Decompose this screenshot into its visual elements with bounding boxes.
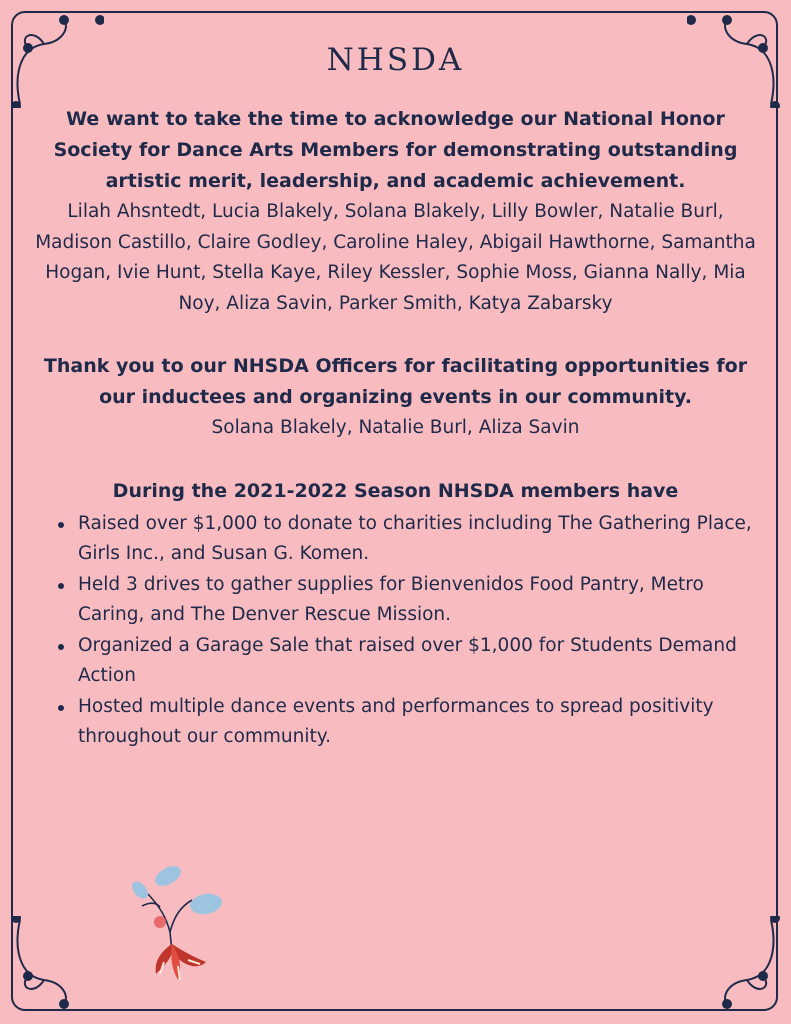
members-list: Lilah Ahsntedt, Lucia Blakely, Solana Blakely, Lilly Bowler, Natalie Burl, Madison Castillo, Claire Godley, Caroline Haley, Abigail Hawthorne, Samantha Hogan, Ivie Hunt, Stella Kaye, Riley Kessler, Sophie Moss, Gianna Nally, Mia Noy, Aliza Savin, Parker Smith, Katya Zabarsky [35, 201, 756, 314]
list-item [78, 570, 761, 631]
flower-illustration-icon [120, 862, 230, 987]
document-content [30, 36, 761, 753]
list-item [78, 509, 761, 570]
members-heading: We want to take the time to acknowledge our National Honor Society for Dance Arts Members for demonstrating outstanding artistic merit, leadership, and academic achievement. [53, 108, 738, 192]
list-item-text: Organized a Garage Sale that raised over $1,000 for Students Demand Action [78, 634, 737, 686]
scroll-corner-ornament-bottom-right-icon [687, 916, 787, 1016]
bullet-icon [58, 522, 64, 528]
list-item-text: Hosted multiple dance events and performances to spread positivity throughout our community. [78, 695, 714, 747]
list-item [78, 631, 761, 692]
officers-heading: Thank you to our NHSDA Officers for facilitating opportunities for our inductees and organizing events in our community. [43, 355, 748, 408]
page-title: NHSDA [326, 42, 465, 78]
list-item [78, 692, 761, 753]
list-item-text: Raised over $1,000 to donate to charities including The Gathering Place, Girls Inc., and Susan G. Komen. [78, 512, 752, 564]
bullet-icon [58, 705, 64, 711]
officers-list: Solana Blakely, Natalie Burl, Aliza Savin [211, 417, 580, 438]
list-item-text: Held 3 drives to gather supplies for Bienvenidos Food Pantry, Metro Caring, and The Denver Rescue Mission. [78, 573, 704, 625]
bullet-icon [58, 644, 64, 650]
scroll-corner-ornament-bottom-left-icon [4, 916, 104, 1016]
bullet-icon [58, 583, 64, 589]
season-heading: During the 2021-2022 Season NHSDA members have [112, 479, 679, 502]
accomplishments-list [30, 509, 761, 753]
